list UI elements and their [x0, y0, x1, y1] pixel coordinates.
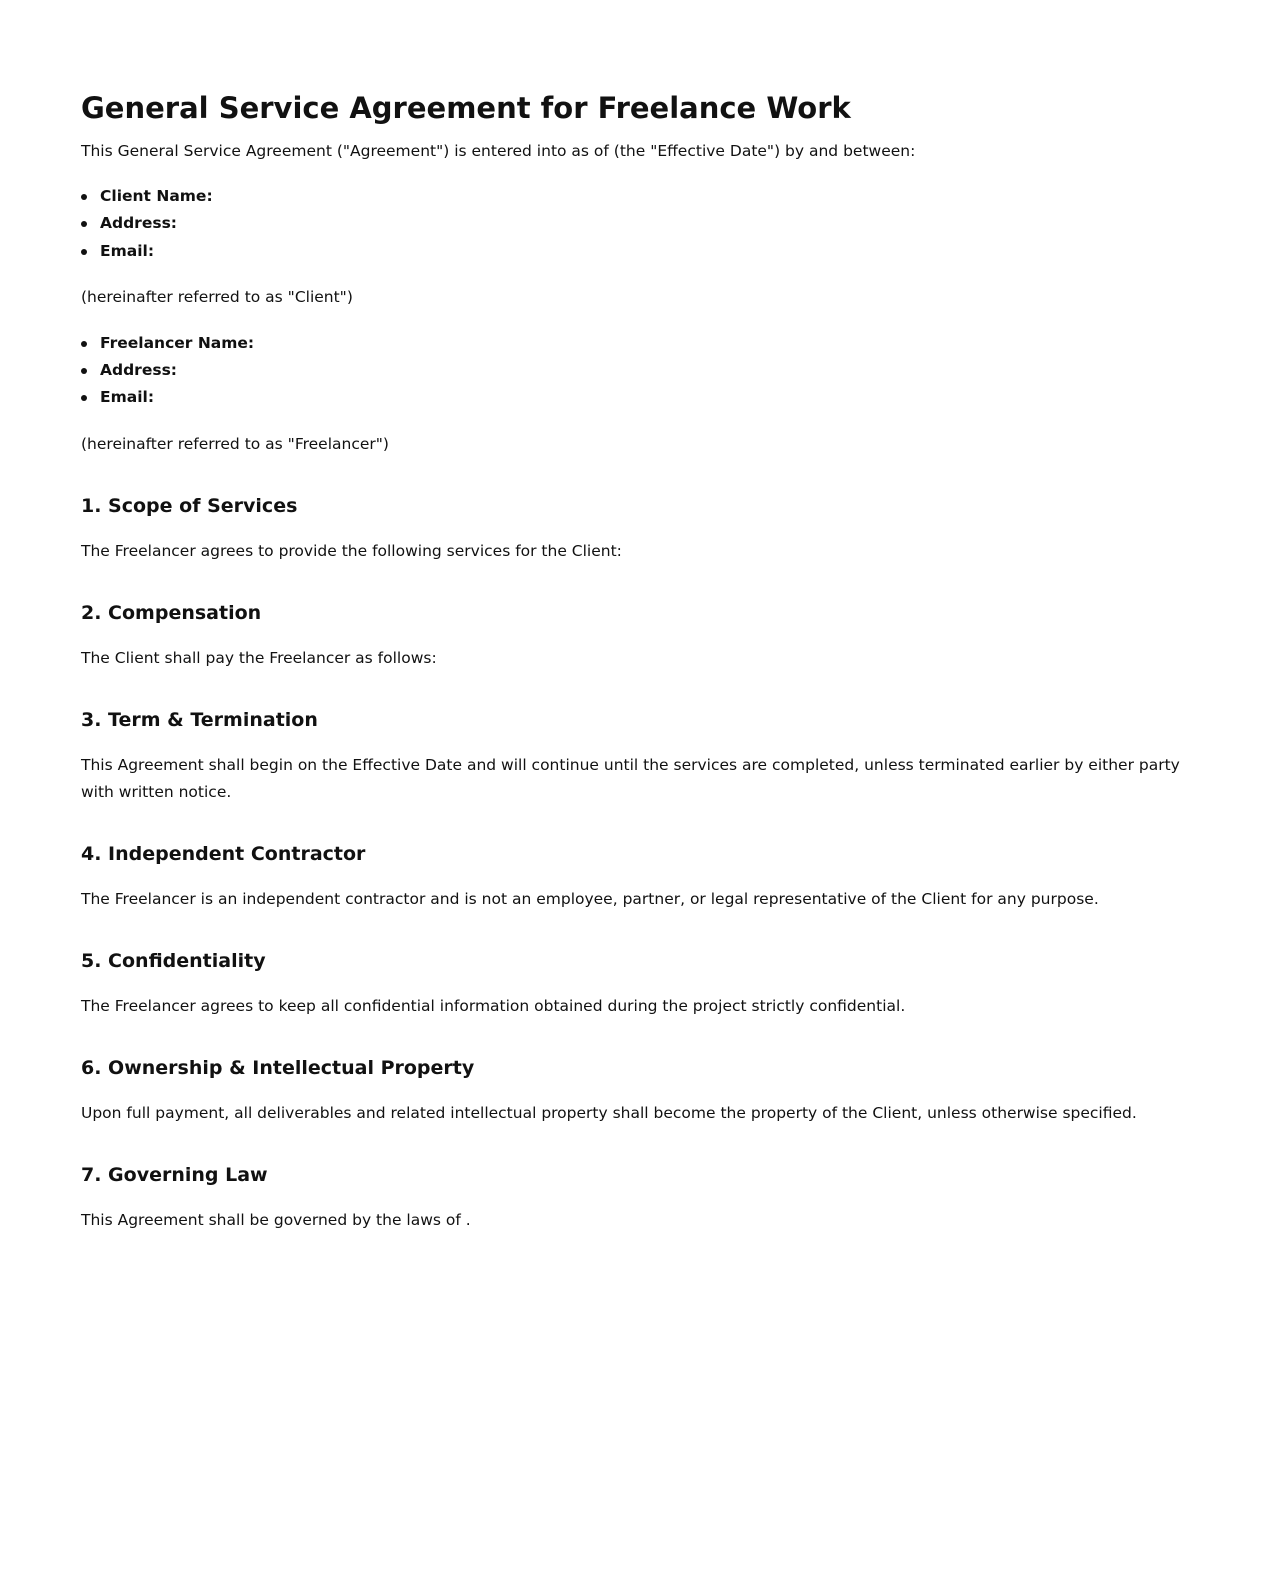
- bullet-icon: [81, 341, 87, 347]
- section-heading: 5. Confidentiality: [81, 949, 266, 972]
- client-name-item: [100, 183, 1181, 210]
- freelancer-email-label: Email:: [100, 388, 155, 407]
- intro-paragraph: This General Service Agreement ("Agreement") is entered into as of (the "Effective Date") by and between:: [81, 142, 916, 160]
- client-email-item: [100, 238, 1181, 265]
- freelancer-name-label: Freelancer Name:: [100, 333, 255, 352]
- section-heading: 2. Compensation: [81, 601, 262, 624]
- bullet-icon: [81, 249, 87, 255]
- section-compensation: [81, 599, 1181, 672]
- client-address-item: [100, 210, 1181, 237]
- section-body: The Freelancer is an independent contractor and is not an employee, partner, or legal representative of the Client for any purpose.: [81, 889, 1099, 908]
- section-body: The Client shall pay the Freelancer as follows:: [81, 648, 437, 667]
- freelancer-details-list: [81, 330, 1181, 412]
- freelancer-address-item: [100, 357, 1181, 384]
- client-name-label: Client Name:: [100, 187, 213, 205]
- section-term-termination: [81, 706, 1181, 806]
- section-governing-law: [81, 1161, 1181, 1234]
- client-address-label: Address:: [100, 214, 177, 233]
- freelancer-referred-as: (hereinafter referred to as "Freelancer"): [81, 434, 389, 453]
- section-scope-of-services: [81, 492, 1181, 565]
- section-heading: 1. Scope of Services: [81, 494, 298, 517]
- bullet-icon: [81, 194, 87, 200]
- freelancer-address-label: Address:: [100, 361, 177, 380]
- section-body: This Agreement shall begin on the Effective Date and will continue until the services are completed, unless terminated earlier by either party with written notice.: [81, 755, 1180, 801]
- section-body: This Agreement shall be governed by the laws of .: [81, 1210, 471, 1229]
- client-email-label: Email:: [100, 241, 155, 260]
- section-body: The Freelancer agrees to keep all confidential information obtained during the project strictly confidential.: [81, 996, 906, 1015]
- section-heading: 7. Governing Law: [81, 1163, 268, 1186]
- section-heading: 6. Ownership & Intellectual Property: [81, 1056, 475, 1079]
- bullet-icon: [81, 395, 87, 401]
- section-independent-contractor: [81, 840, 1181, 913]
- client-referred-as: (hereinafter referred to as "Client"): [81, 287, 353, 306]
- section-body: The Freelancer agrees to provide the following services for the Client:: [81, 541, 622, 560]
- client-details-list: [81, 183, 1181, 265]
- section-heading: 3. Term & Termination: [81, 708, 318, 731]
- bullet-icon: [81, 368, 87, 374]
- section-heading: 4. Independent Contractor: [81, 842, 366, 865]
- section-ownership-ip: [81, 1054, 1181, 1127]
- section-body: Upon full payment, all deliverables and related intellectual property shall become the property of the Client, unless otherwise specified.: [81, 1103, 1137, 1122]
- document-title: General Service Agreement for Freelance Work: [81, 91, 851, 125]
- bullet-icon: [81, 221, 87, 227]
- freelancer-email-item: [100, 384, 1181, 411]
- section-confidentiality: [81, 947, 1181, 1020]
- freelancer-name-item: [100, 330, 1181, 357]
